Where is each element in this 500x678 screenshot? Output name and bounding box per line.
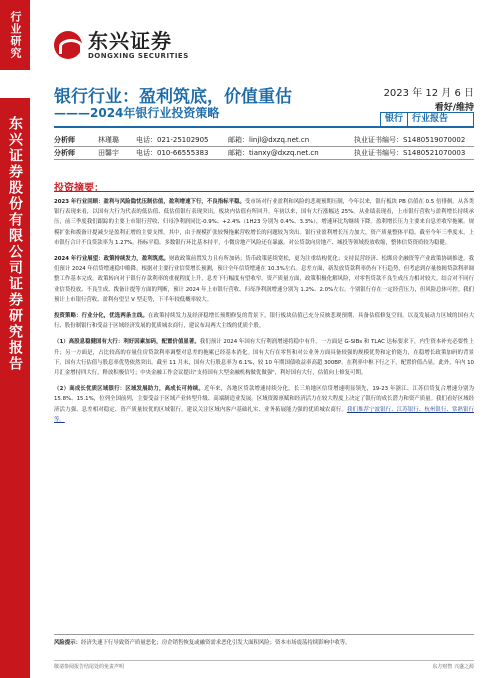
analyst-name: 林瑾璐	[98, 136, 119, 144]
report-subtitle: ———2024年银行业投资策略	[54, 106, 220, 120]
analyst-name: 田馨宇	[98, 149, 119, 157]
sidebar-category-band	[0, 0, 30, 70]
paragraph-big-banks	[54, 337, 474, 378]
sidebar-company-band	[0, 98, 30, 678]
analyst-email[interactable]: 邮箱：linjl@dxzq.net.cn	[228, 136, 310, 144]
paragraph-lead: 投资策略：行业分化，优选两条主线。	[54, 313, 148, 320]
risk-notice	[54, 634, 474, 648]
analyst-cert: 执业证书编号：S1480521070003	[354, 149, 466, 157]
paragraph-lead: （2）高成长优质区域银行：区域发展助力，高成长可持续。	[54, 386, 204, 393]
analyst-cert: 执业证书编号：S1480519070002	[354, 136, 466, 144]
sidebar-company-label: 东兴证券股份有限公司证券研究报告	[7, 116, 23, 372]
risk-text: 经济失速下行导致资产质量恶化；房企销售恢复或融资需求恶化引发大面积风险；资本市场震荡持续影响中收等。	[80, 640, 351, 646]
recommendation-text: 我们推荐宁波银行、江苏银行、杭州银行、常熟银行等。	[54, 406, 474, 423]
risk-label: 风险提示：	[54, 640, 81, 646]
analyst-label: 分析师	[54, 149, 75, 157]
analyst-label: 分析师	[54, 136, 75, 144]
summary-body	[54, 197, 474, 431]
page-footer	[54, 660, 474, 670]
paragraph-outlook	[54, 254, 474, 305]
company-logo	[54, 30, 189, 60]
paragraph-review	[54, 197, 474, 248]
report-date: 2023 年 12 月 6 日	[383, 88, 474, 99]
paragraph-strategy	[54, 311, 474, 331]
analyst-row	[54, 134, 474, 147]
paragraph-regional-banks	[54, 384, 474, 425]
report-type-tag: 行业报告	[407, 113, 452, 126]
sidebar-category-label: 行业研究	[9, 11, 22, 59]
paragraph-text: 在政策持续发力及经济稳增长预期修复的背景下，银行板块估值已充分反映悲观预期，具备估值修复空间。以及发展动力区域的国有大行、股份制银行和受益于区域经济发展的优质城农商行，建议布局两大主线的优质个股。	[54, 313, 474, 330]
analyst-table	[54, 134, 474, 160]
industry-tag: 银行	[385, 114, 404, 124]
logo-cn-text: 东兴证券	[88, 29, 172, 53]
summary-section-header	[54, 176, 474, 192]
header-divider	[54, 126, 474, 128]
sidebar	[0, 0, 30, 678]
logo-mark-icon	[54, 31, 82, 59]
company-slogan: 东方财智 兴盛之源	[432, 664, 474, 670]
rating-label: 看好/维持	[434, 103, 474, 113]
paragraph-lead: 2023 年行业回顾：盈利与风险隐忧压制估值，盈利增速下行，不良指标平稳。	[54, 199, 245, 205]
analyst-phone: 电话：021-25102905	[136, 136, 209, 144]
paragraph-text: 受市场对行业盈利和风险的悲观预期压制，今年以来，银行板块 PB 估值在 0.5 倍徘徊。从各类银行表现来看，以国有大行为代表的低估值、低估值银行表现突出，板块内估值有所回升。年初以来，国有大行涨幅达 25%。从业绩表现看，上市银行营收与盈利增长持续承压，前三季度我们跟踪的主要上市银行营收、归母净利润同比-0.9%、+2.4%（1H23 分别为 0.4%、3.3%），增速环比均继续下降。盈利增长压力主要来自息差收窄拖累。规模扩张和拨备计提减少是盈利正增的主要支撑。其中，由于规模扩张较慢拖累营收增长的问题较为突出。银行业盈利增长压力加大，资产质量整体平稳。截至今年三季度末，上市银行合计不良贷款率为 1.27%，指标平稳。多数银行环比基本持平，小微房地产风险还在暴露。对公贷款向房地产、城投等领域投放收缩，整体信贷资质较为稳健。	[54, 199, 474, 246]
logo-en-text: DONGXING SECURITIES	[88, 52, 189, 60]
analyst-row	[54, 147, 474, 160]
summary-section-title: 投资摘要：	[54, 183, 104, 194]
paragraph-text: 我们预计 2024 年国有大行利润增速将稳中有升。一方面是 G-SIBs 和 TLAC 达标要求下，内生资本补充必要性上升；另一方面是，占比较高的存量住房贷款利率调整对息差的拖累已经基本消化。国有大行在零售和对公业务方面具备较强的规模优势和定价能力，在稳增长政策加码的背景下，国有大行估值与股息率优势依然突出。截至 11 月末，国有大行股息率为 6.1%，较 10 年期国债收益率高超 300BP。在利率中枢下行之下，配置价值凸显，此外，年内 10 月汇金增持四大行，释放积极信号；中央金融工作会议提出"支持国有大型金融机构做优做强"，利好国有大行，估值向上修复可期。	[54, 339, 474, 377]
analyst-phone: 电话：010-66555383	[136, 149, 209, 157]
paragraph-text: 财政政策前置发力且有所加码；货币政策延续宽松，更为注重结构优化；支持民营经济、松绑房企融资等产业政策协调推进。我们预计 2024 年信贷增速稳中略降，根据对主要行业信贷增长预测，预计全年信贷增速在 10.3%左右。息差方面，新发放贷款利率仍有下行趋势，但考虑到存量按揭贷款利率调整工作基本完成，政策转向对于银行存款利率的重视程度上升，息差下行幅度有望收窄。资产质量方面，政策积极化解风险，对零售贷款不良生成压力相对较大。结合对不同行业信贷投放、不良生成、拨备计提等方面的判断，预计 2024 年上市银行营收、归母净利润增速分别为 1.2%、2.0%左右。个别银行存在一定经营压力，但风险总体可控。我们预计上市银行营收、盈利有望呈 V 型走势，下半年较低概率较大。	[54, 256, 474, 303]
analyst-email[interactable]: 邮箱：tianxy@dxzq.net.cn	[228, 149, 319, 157]
paragraph-lead: （1）高股息稳健国有大行：利好因素加码，配置价值显著。	[54, 339, 200, 346]
report-tags	[380, 112, 474, 127]
paragraph-lead: 2024 年行业展望：政策持续发力，盈利筑底。	[54, 256, 169, 263]
paragraph-text: 近年来，各地区贷款增速持续分化，长三角地区信贷增速明显领先，19-23 年浙江、江苏信贷复合增速分别为 15.8%、15.1%，位列全国前列，主要受益于区域产业转型升级、高端制造业发展。区域资源禀赋和经济活力在较大程度上决定了银行的成长潜力和资产质量。我们看好区域经济活力强、息差相对稳定、资产质量较优的区域银行，建议关注区域内客户基础扎实、业务拓展能力强的优质城农商行。	[54, 386, 474, 413]
disclaimer-note: 敬请参阅报告结尾处的免责声明	[54, 664, 125, 670]
report-title: 银行行业：盈利筑底，价值重估	[54, 87, 292, 107]
